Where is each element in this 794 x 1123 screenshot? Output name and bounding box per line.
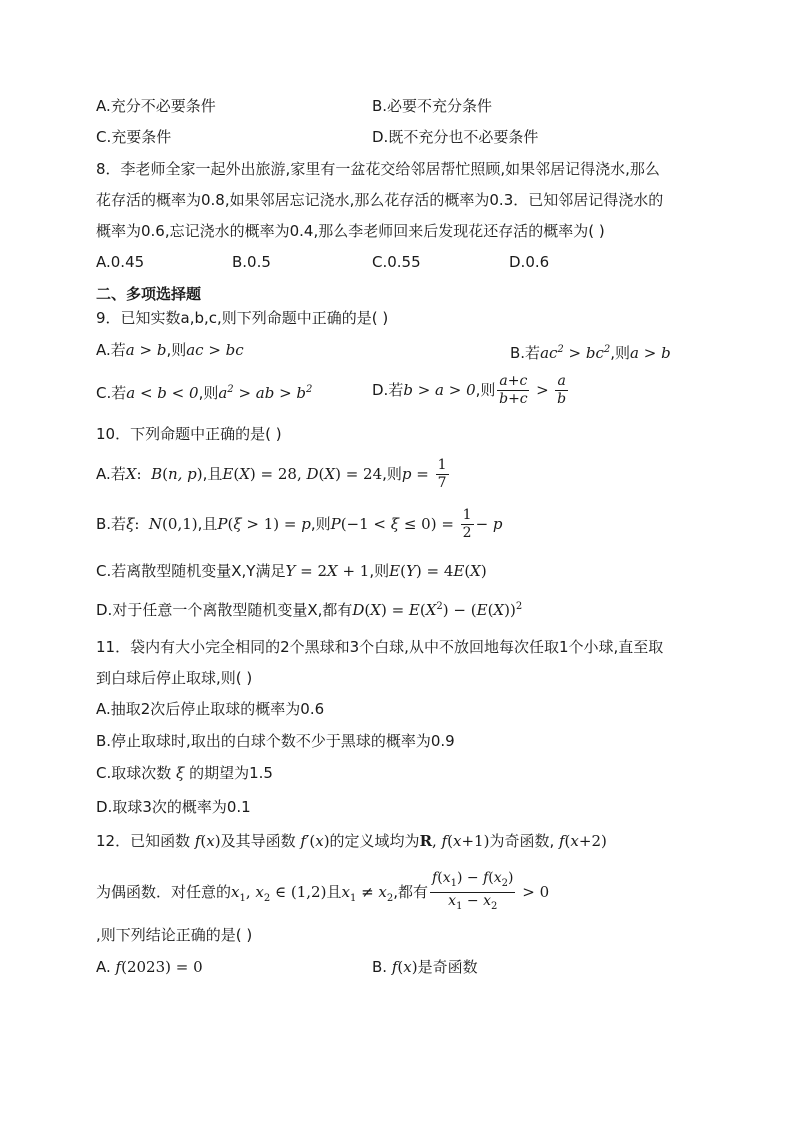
- q9-option-c: C.若a < b < 0,则$a^2$ > ab > $b^2$: [96, 384, 313, 402]
- q11-stem-line2: 到白球后停止取球,则( ): [96, 669, 253, 687]
- q8-stem-line1: 8．李老师全家一起外出旅游,家里有一盆花交给邻居帮忙照顾,如果邻居记得浇水,那么: [96, 160, 660, 178]
- q9-option-d: D.若b > a > 0,则 $\frac{a+c}{b+c}$ > $\frac{a}{b}$: [372, 373, 567, 407]
- q7-option-a: A.充分不必要条件: [96, 97, 216, 115]
- q11-option-d: D.取球3次的概率为0.1: [96, 798, 251, 816]
- q8-option-d: D.0.6: [509, 253, 550, 271]
- q12-stem-line3: ,则下列结论正确的是( ): [96, 926, 253, 944]
- q7-option-b: B.必要不充分条件: [372, 97, 493, 115]
- q12-stem-line2: 为偶函数．对任意的$x_1$, $x_2$ ∈ (1,2)且$x_1 \ne x_2$,都有 $\frac{f(x_1) - f(x_2)}{x_1 - x_2}$ > 0: [96, 870, 550, 912]
- q8-stem-line3: 概率为0.6,忘记浇水的概率为0.4,那么李老师回来后发现花还存活的概率为( ): [96, 222, 605, 240]
- q8-stem-line2: 花存活的概率为0.8,如果邻居忘记浇水,那么花存活的概率为0.3．已知邻居记得浇水的: [96, 191, 664, 209]
- q11-option-a: A.抽取2次后停止取球的概率为0.6: [96, 700, 325, 718]
- q8-option-c: C.0.55: [372, 253, 421, 271]
- q12-stem-line1: 12．已知函数 f(x)及其导函数 f′(x)的定义域均为R, f(x+1)为奇函数, f(x+2): [96, 832, 607, 850]
- q8-option-a: A.0.45: [96, 253, 145, 271]
- q11-option-b: B.停止取球时,取出的白球个数不少于黑球的概率为0.9: [96, 732, 455, 750]
- q10-stem: 10．下列命题中正确的是( ): [96, 425, 282, 443]
- q9-option-b: B.若$ac^2 > bc^2$,则a > b: [510, 344, 671, 362]
- q10-option-c: C.若离散型随机变量X,Y满足Y = 2X + 1,则E(Y) = 4E(X): [96, 562, 487, 580]
- q9-option-a: A.若a > b,则ac > bc: [96, 341, 244, 359]
- q12-option-b: B. f(x)是奇函数: [372, 958, 478, 976]
- q12-option-a: A. f(2023) = 0: [96, 958, 203, 976]
- q10-option-a: A.若X: B(n, p),且E(X) = 28, D(X) = 24,则p = $\frac{1}{7}$: [96, 457, 447, 491]
- q7-option-c: C.充要条件: [96, 128, 172, 146]
- q7-option-d: D.既不充分也不必要条件: [372, 128, 539, 146]
- q11-stem-line1: 11．袋内有大小完全相同的2个黑球和3个白球,从中不放回地每次任取1个小球,直至取: [96, 638, 664, 656]
- q10-option-b: B.若ξ: N(0,1),且P(ξ > 1) = p,则P(−1 < ξ ≤ 0) = $\frac{1}{2}$ − p: [96, 507, 503, 541]
- q10-option-d: D.对于任意一个离散型随机变量X,都有$D(X) = E(X^2) - (E(X))^2$: [96, 601, 523, 619]
- section-title: 二、多项选择题: [96, 285, 202, 303]
- q9-stem: 9．已知实数a,b,c,则下列命题中正确的是( ): [96, 309, 389, 327]
- q8-option-b: B.0.5: [232, 253, 271, 271]
- q11-option-c: C.取球次数 ξ 的期望为1.5: [96, 764, 273, 782]
